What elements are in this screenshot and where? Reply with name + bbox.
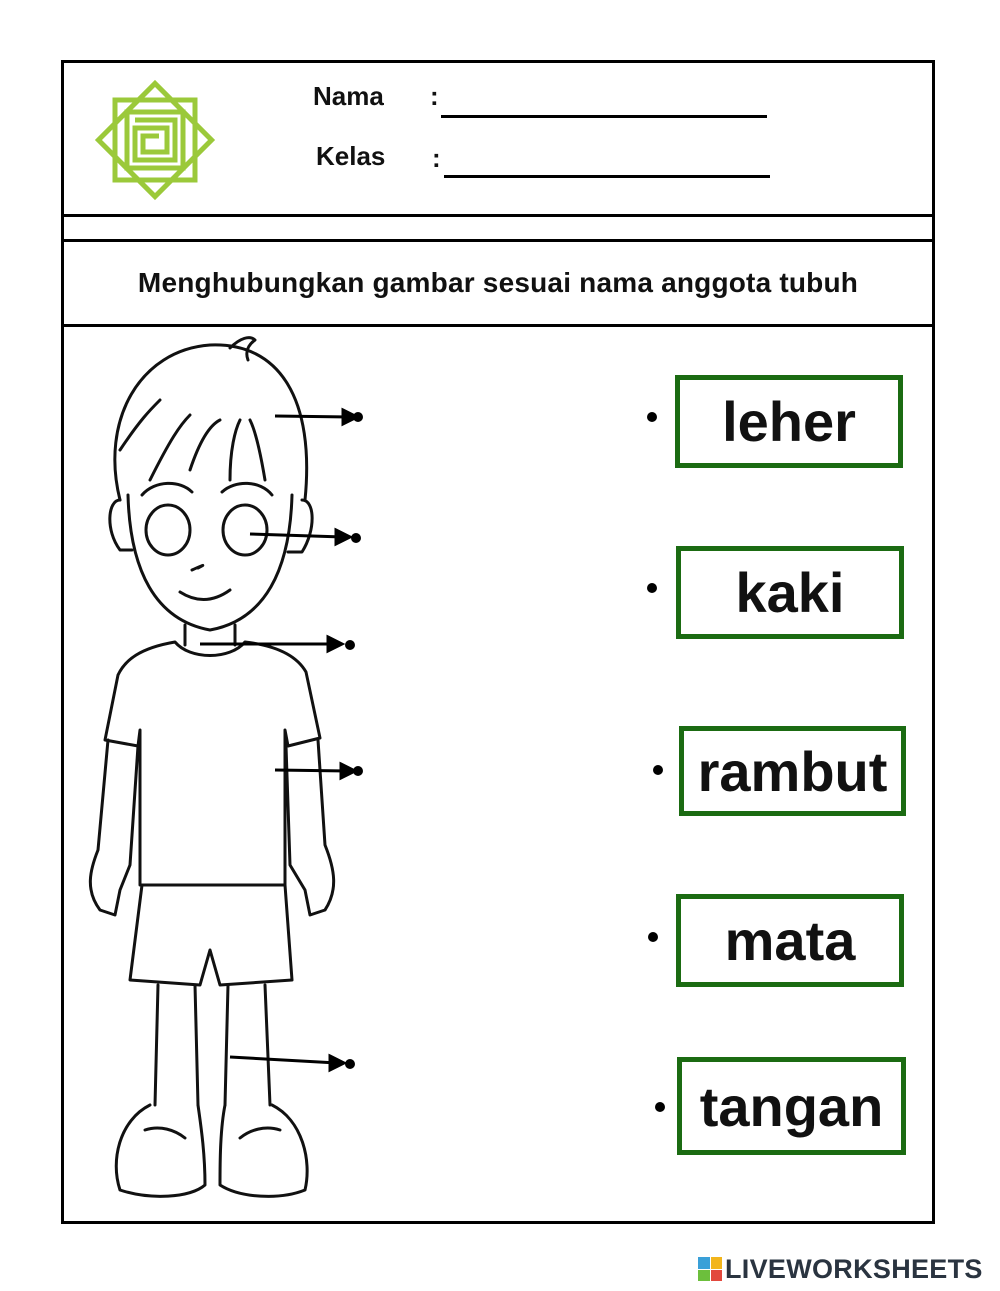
instruction-box: [61, 239, 935, 327]
class-colon: :: [432, 143, 441, 173]
left-match-dot[interactable]: [353, 412, 363, 422]
right-match-dot[interactable]: [653, 765, 663, 775]
kufic-star-logo-icon: [92, 77, 218, 203]
liveworksheets-logo: [698, 1254, 983, 1284]
right-match-dot[interactable]: [655, 1102, 665, 1112]
brand-name: LIVEWORKSHEETS: [725, 1253, 983, 1284]
left-match-dot[interactable]: [345, 1059, 355, 1069]
answer-label: rambut: [697, 739, 888, 803]
answer-box-kaki[interactable]: [676, 546, 904, 639]
answer-box-tangan[interactable]: [677, 1057, 906, 1155]
left-match-dot[interactable]: [345, 640, 355, 650]
brand-tile-icon: [698, 1257, 722, 1281]
name-input-line[interactable]: [441, 115, 767, 118]
left-match-dot[interactable]: [351, 533, 361, 543]
header-section: [64, 63, 932, 217]
answer-box-rambut[interactable]: [679, 726, 906, 816]
name-colon: :: [430, 81, 439, 111]
answer-label: kaki: [735, 561, 845, 624]
answer-label: mata: [724, 909, 856, 972]
class-input-line[interactable]: [444, 175, 770, 178]
answer-box-leher[interactable]: [675, 375, 903, 468]
left-match-dot[interactable]: [353, 766, 363, 776]
answer-label: leher: [722, 390, 856, 453]
right-match-dot[interactable]: [647, 412, 657, 422]
right-match-dot[interactable]: [648, 932, 658, 942]
answer-label: tangan: [699, 1074, 884, 1138]
right-match-dot[interactable]: [647, 583, 657, 593]
name-label: Nama: [313, 81, 384, 111]
pointer-arrows: [195, 400, 375, 1080]
instruction-text: Menghubungkan gambar sesuai nama anggota tubuh: [137, 267, 859, 298]
answer-box-mata[interactable]: [676, 894, 904, 987]
class-label: Kelas: [316, 141, 386, 171]
